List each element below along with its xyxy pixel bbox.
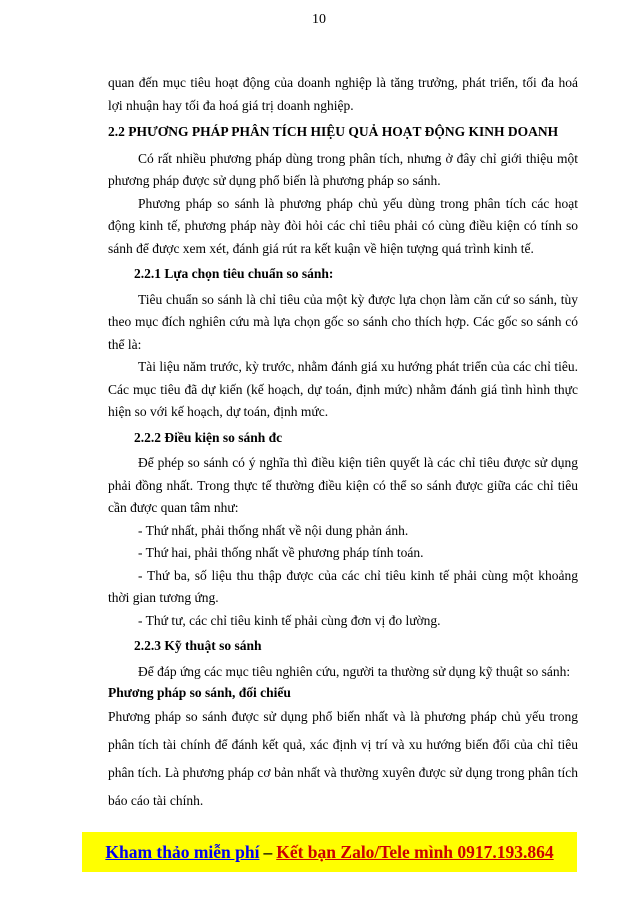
section-heading-2-2-2: 2.2.2 Điều kiện so sánh đc bbox=[134, 429, 283, 445]
list-item-first: - Thứ nhất, phải thống nhất về nội dung phản ánh. bbox=[138, 522, 409, 538]
footer-banner bbox=[82, 832, 577, 872]
paragraph-conditions: Để phép so sánh có ý nghĩa thì điều kiện tiên quyết là các chỉ tiêu được sử dụng phải đồng nhất. Trong thực tế thường điều kiện có thể so sánh được giữa các chỉ tiêu cần được quan tâm như: bbox=[108, 455, 578, 515]
free-reference-link[interactable]: Kham thảo miễn phí bbox=[105, 841, 260, 862]
document-body bbox=[108, 72, 578, 815]
list-item-fourth: - Thứ tư, các chỉ tiêu kinh tế phải cùng đơn vị đo lường. bbox=[138, 612, 441, 628]
page-number: 10 bbox=[312, 12, 326, 27]
section-heading-2-2-3: 2.2.3 Kỹ thuật so sánh bbox=[134, 638, 262, 653]
paragraph-intro: quan đến mục tiêu hoạt động của doanh nghiệp là tăng trưởng, phát triển, tối đa hoá lợi nhuận hay tối đa hoá giá trị doanh nghiệp. bbox=[108, 75, 578, 113]
paragraph-comparison-usage: Phương pháp so sánh được sử dụng phổ biến nhất và là phương pháp chủ yếu trong phân tích tài chính để đánh kết quả, xác định vị trí và xu hướng biến đổi của chỉ tiêu phân tích. Là phương pháp cơ bản nhất và thường xuyên được sử dụng trong phân tích báo cáo tài chính. bbox=[108, 709, 578, 808]
paragraph-methods: Có rất nhiều phương pháp dùng trong phân tích, nhưng ở đây chỉ giới thiệu một phương pháp được sử dụng phổ biến là phương pháp so sánh. bbox=[108, 150, 578, 188]
list-item-second: - Thứ hai, phải thống nhất về phương pháp tính toán. bbox=[138, 545, 424, 560]
paragraph-techniques: Để đáp ứng các mục tiêu nghiên cứu, người ta thường sử dụng kỹ thuật so sánh: bbox=[138, 663, 571, 679]
paragraph-criteria: Tiêu chuẩn so sánh là chỉ tiêu của một kỳ được lựa chọn làm căn cứ so sánh, tùy theo mục đích nghiên cứu mà lựa chọn gốc so sánh cho thích hợp. Các gốc so sánh có thể là: bbox=[108, 291, 578, 352]
bold-subtitle: Phương pháp so sánh, đối chiếu bbox=[108, 685, 291, 700]
section-heading-2-2: 2.2 PHƯƠNG PHÁP PHÂN TÍCH HIỆU QUẢ HOẠT ĐỘNG KINH DOANH bbox=[108, 124, 559, 139]
paragraph-previous-data: Tài liệu năm trước, kỳ trước, nhằm đánh giá xu hướng phát triển của các chỉ tiêu. Các mục tiêu đã dự kiến (kế hoạch, dự toán, định mức) nhằm đánh giá tình hình thực hiện so với kế hoạch, dự toán, định mức. bbox=[108, 359, 578, 419]
section-heading-2-2-1: 2.2.1 Lựa chọn tiêu chuẩn so sánh: bbox=[134, 266, 334, 281]
list-item-third: - Thứ ba, số liệu thu thập được của các chỉ tiêu kinh tế phải cùng một khoảng thời gian tương ứng. bbox=[108, 567, 578, 605]
contact-link[interactable]: Kết bạn Zalo/Tele mình 0917.193.864 bbox=[276, 841, 554, 862]
paragraph-comparison-method: Phương pháp so sánh là phương pháp chủ yếu dùng trong phân tích các hoạt động kinh tế, phương pháp này đòi hỏi các chỉ tiêu phải có cùng điều kiện có tính so sánh để được xem xét, đánh giá rút ra kết kuận về hiện tượng quá trình kinh tế. bbox=[108, 195, 578, 256]
footer-separator: – bbox=[263, 841, 273, 862]
